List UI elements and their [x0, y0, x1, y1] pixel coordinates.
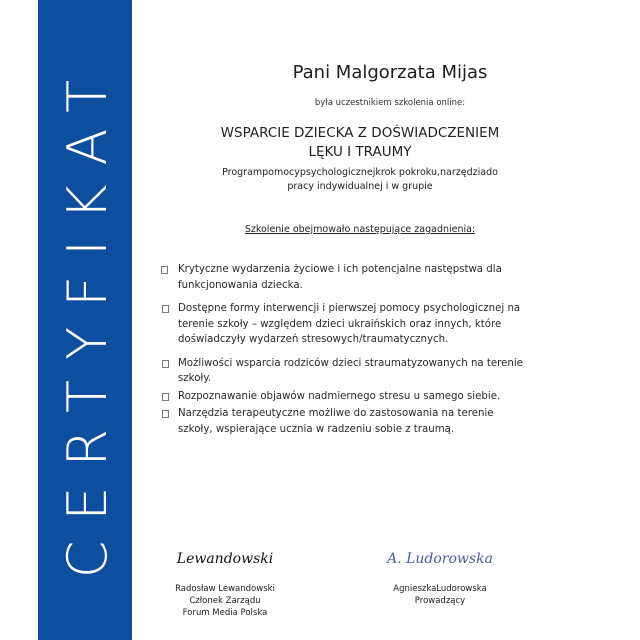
course-subtitle-line-1: Programpomocypsychologicznejkrok pokroku,narzędziado — [222, 167, 498, 178]
checkbox-bullet-icon — [162, 410, 169, 418]
signatory-role: Członek Zarządu — [189, 596, 261, 606]
certificate-title: CERTYFIKAT — [56, 59, 119, 579]
intro-text: była uczestnikiem szkolenia online: — [314, 98, 466, 108]
topic-item — [160, 262, 530, 293]
topics-heading: Szkolenie obejmowało następujące zagadnienia: — [244, 224, 476, 235]
topic-text: Możliwości wsparcia rodziców dzieci straumatyzowanych na terenie szkoły. — [178, 357, 523, 384]
signature-handwritten: Lewandowski — [176, 551, 274, 567]
topic-item — [160, 406, 530, 437]
signatory-organization: Forum Media Polska — [182, 608, 268, 618]
course-title-line-1: WSPARCIE DZIECKA Z DOŚWIADCZENIEM — [220, 125, 500, 141]
checkbox-bullet-icon — [162, 305, 169, 313]
topic-text: Rozpoznawanie objawów nadmiernego stresu u samego siebie. — [178, 390, 501, 402]
course-subtitle-line-2: pracy indywidualnej i w grupie — [287, 181, 433, 192]
topic-item — [160, 389, 530, 405]
topics-list — [160, 262, 530, 439]
checkbox-bullet-icon — [162, 360, 169, 368]
course-subtitle — [150, 166, 570, 194]
topic-text: Krytyczne wydarzenia życiowe i ich potencjalne następstwa dla funkcjonowania dziecka. — [178, 264, 502, 291]
topic-text: Dostępne formy interwencji i pierwszej pomocy psychologicznej na terenie szkoły – względem dzieci ukraińskich oraz innych, które doświadczyły wydarzeń stresowych/traumatycznych. — [178, 303, 521, 345]
recipient-name: Pani Malgorzata Mijas — [292, 62, 488, 83]
signature-block-right — [365, 545, 515, 607]
course-title — [150, 124, 570, 162]
topic-item — [160, 356, 530, 387]
signatory-role: Prowadzący — [414, 596, 466, 606]
checkbox-bullet-icon — [161, 266, 168, 274]
signatory-name: Radosław Lewandowski — [175, 584, 275, 594]
topic-item — [160, 301, 530, 348]
signatory-name: AgnieszkaLudorowska — [393, 584, 487, 594]
signature-block-left — [150, 545, 300, 619]
signature-handwritten: A. Ludorowska — [387, 551, 493, 567]
topic-text: Narzędzia terapeutyczne możliwe do zastosowania na terenie szkoły, wspierające ucznia w radzeniu sobie z traumą. — [178, 408, 494, 435]
checkbox-bullet-icon — [162, 393, 169, 401]
course-title-line-2: LĘKU I TRAUMY — [308, 144, 412, 160]
